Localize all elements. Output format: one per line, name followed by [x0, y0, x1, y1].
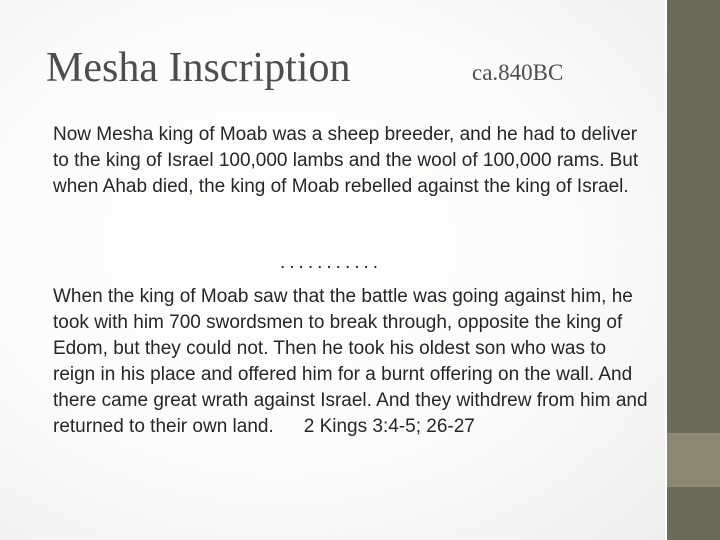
quote-paragraph-1: Now Mesha king of Moab was a sheep breeder, and he had to deliver to the king of Israel 100,000 lambs and the wool of 100,000 rams. But when Ahab died, the king of Moab rebelled against the king of Israel. [53, 124, 639, 197]
quote-paragraph-2 [53, 284, 653, 440]
date-label: ca.840BC [472, 60, 564, 85]
sidebar-accent-block [667, 433, 720, 487]
quote-paragraph-2-text: When the king of Moab saw that the battle was going against him, he took with him 700 swordsmen to break through, opposite the king of Edom, but they could not. Then he took his oldest son who was to reign in his place and offered him for a burnt offering on the wall. And there came great wrath against Israel. And they withdrew from him and returned to their own land. [53, 286, 648, 437]
slide-title: Mesha Inscription [46, 45, 351, 91]
ellipsis-separator: ........... [280, 252, 383, 273]
scripture-reference: 2 Kings 3:4-5; 26-27 [303, 416, 475, 437]
